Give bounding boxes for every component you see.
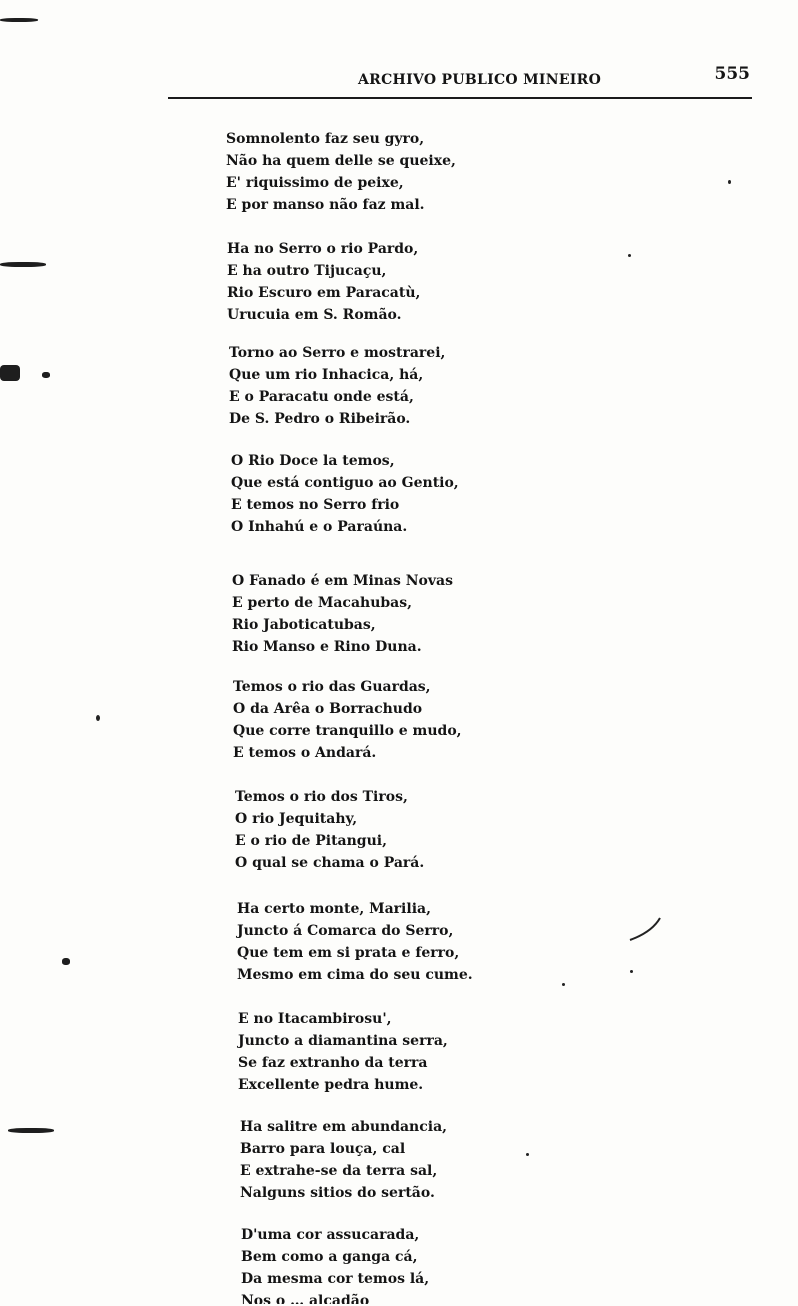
stanza (226, 128, 456, 216)
verse-line: Temos o rio dos Tiros, (235, 789, 408, 805)
scan-speck (96, 715, 100, 721)
verse-line: Ha no Serro o rio Pardo, (227, 241, 419, 257)
stanza (241, 1224, 429, 1304)
verse-line: E o rio de Pitangui, (235, 833, 387, 849)
verse-line: E ha outro Tijucaçu, (227, 263, 387, 279)
stanza (233, 676, 462, 764)
verse-line: Excellente pedra hume. (238, 1077, 424, 1093)
verse-line: Bem como a ganga cá, (241, 1249, 418, 1265)
verse-line: Ha certo monte, Marilia, (237, 901, 431, 917)
verse-line: E no Itacambirosu', (238, 1011, 392, 1027)
running-title: ARCHIVO PUBLICO MINEIRO (358, 72, 602, 88)
scan-mark (0, 365, 20, 381)
stanza (231, 450, 459, 538)
pen-stroke-mark (624, 914, 664, 944)
scan-mark (62, 958, 70, 965)
scan-speck (628, 254, 631, 257)
scan-speck (630, 970, 633, 973)
verse-line: Juncto á Comarca do Serro, (237, 923, 454, 939)
scan-speck (562, 983, 565, 986)
scan-speck (728, 180, 731, 184)
verse-line: Juncto a diamantina serra, (238, 1033, 448, 1049)
verse-line: E o Paracatu onde está, (229, 389, 414, 405)
verse-line: Torno ao Serro e mostrarei, (229, 345, 446, 361)
stanza (238, 1008, 448, 1096)
scan-mark (0, 18, 38, 22)
scan-mark (8, 1128, 54, 1133)
verse-line: Temos o rio das Guardas, (233, 679, 431, 695)
page-number: 555 (714, 64, 750, 84)
stanza (232, 570, 453, 658)
stanza (227, 238, 420, 326)
verse-line: E' riquissimo de peixe, (226, 175, 404, 191)
verse-line: Não ha quem delle se queixe, (226, 153, 456, 169)
verse-line: De S. Pedro o Ribeirão. (229, 411, 411, 427)
verse-line: Urucuia em S. Romão. (227, 307, 402, 323)
verse-line: E perto de Macahubas, (232, 595, 413, 611)
verse-line: E temos no Serro frio (231, 497, 400, 513)
verse-line: E por manso não faz mal. (226, 197, 425, 213)
verse-line: O Fanado é em Minas Novas (232, 573, 453, 589)
scan-mark (0, 262, 46, 267)
stanza (229, 342, 445, 430)
verse-line: Ha salitre em abundancia, (240, 1119, 448, 1135)
verse-line: Que corre tranquillo e mudo, (233, 723, 462, 739)
stanza (235, 786, 424, 874)
verse-line: Nos o … alcadão (241, 1293, 370, 1304)
verse-line: Rio Manso e Rino Duna. (232, 639, 422, 655)
running-header (170, 64, 752, 98)
verse-line: Se faz extranho da terra (238, 1055, 428, 1071)
verse-line: Somnolento faz seu gyro, (226, 131, 425, 147)
verse-line: O Rio Doce la temos, (231, 453, 395, 469)
verse-line: Mesmo em cima do seu cume. (237, 967, 473, 983)
scan-mark (42, 372, 50, 378)
verse-line: E temos o Andará. (233, 745, 377, 761)
scan-speck (526, 1153, 529, 1156)
verse-line: O Inhahú e o Paraúna. (231, 519, 408, 535)
stanza (240, 1116, 447, 1204)
verse-line: Nalguns sitios do sertão. (240, 1185, 435, 1201)
verse-line: O da Arêa o Borrachudo (233, 701, 423, 717)
verse-line: Que tem em si prata e ferro, (237, 945, 460, 961)
verse-line: Da mesma cor temos lá, (241, 1271, 430, 1287)
verse-line: Barro para louça, cal (240, 1141, 406, 1157)
verse-line: O rio Jequitahy, (235, 811, 358, 827)
verse-line: Rio Escuro em Paracatù, (227, 285, 421, 301)
verse-line: E extrahe-se da terra sal, (240, 1163, 438, 1179)
stanza (237, 898, 473, 986)
header-rule (168, 97, 752, 99)
verse-line: D'uma cor assucarada, (241, 1227, 420, 1243)
verse-line: Que está contiguo ao Gentio, (231, 475, 459, 491)
verse-line: Rio Jaboticatubas, (232, 617, 376, 633)
verse-line: Que um rio Inhacica, há, (229, 367, 424, 383)
verse-line: O qual se chama o Pará. (235, 855, 425, 871)
